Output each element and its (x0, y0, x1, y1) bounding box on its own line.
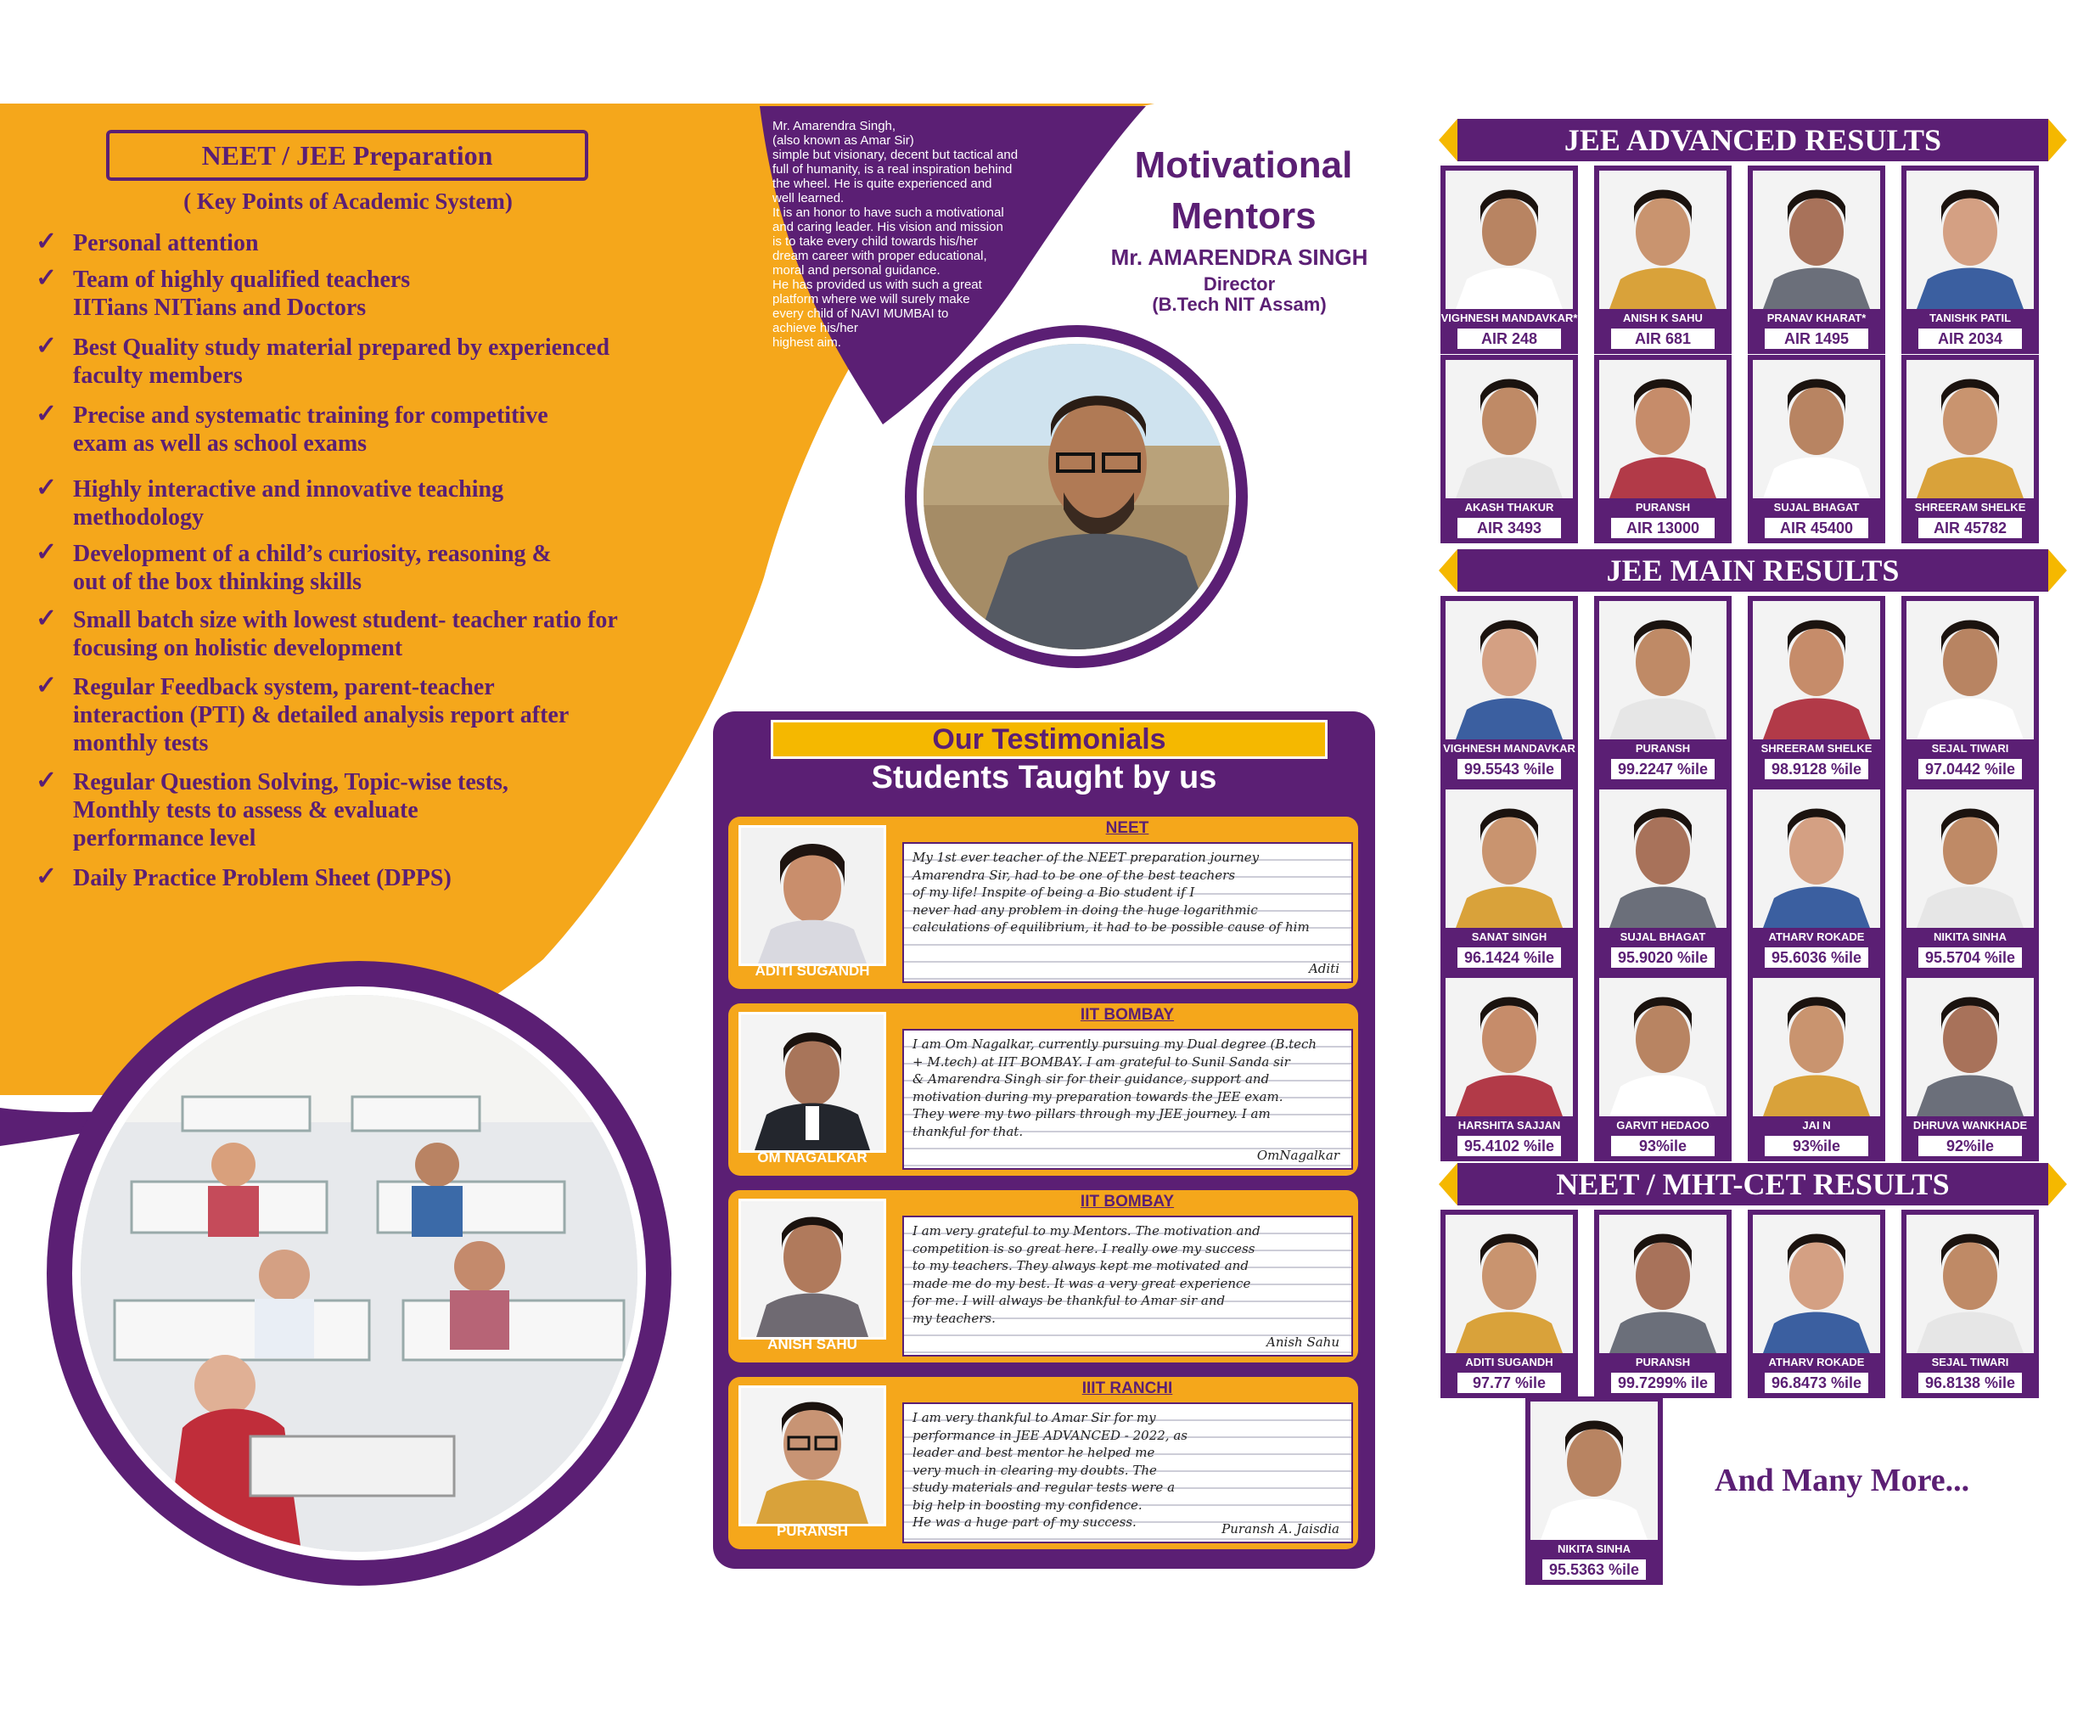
student-name: PURANSH (1635, 501, 1691, 514)
point-item: ✓ Regular Feedback system, parent-teacher interaction (PTI) & detailed analysis report after monthly tests (36, 671, 570, 756)
score-badge: AIR 681 (1611, 329, 1715, 349)
point-item: ✓ Team of highly qualified teachers IITians NITians and Doctors (36, 264, 411, 321)
student-photo (1599, 789, 1727, 928)
student-photo (1599, 978, 1727, 1116)
student-photo (738, 1012, 886, 1153)
score-badge: 95.5704 %ile (1918, 947, 2022, 968)
score-badge: 92%ile (1918, 1136, 2022, 1156)
student-photo (1446, 1215, 1573, 1353)
student-name: SANAT SINGH (1471, 930, 1547, 943)
score-badge: 98.9128 %ile (1765, 759, 1868, 779)
point-item: ✓ Daily Practice Problem Sheet (DPPS) (36, 862, 452, 891)
student-photo (1753, 360, 1880, 498)
student-name: GARVIT HEDAOO (1616, 1119, 1710, 1132)
result-card (1901, 973, 2039, 1161)
result-card (1440, 1210, 1578, 1398)
neet-banner: NEET / MHT-CET RESULTS (1439, 1163, 2067, 1205)
student-name: ADITI SUGANDH (1465, 1356, 1553, 1368)
student-photo (1753, 601, 1880, 739)
signature: OmNagalkar (1256, 1148, 1339, 1163)
score-badge: 96.1424 %ile (1457, 947, 1561, 968)
student-photo (1530, 1402, 1658, 1540)
handwritten-note: I am very grateful to my Mentors. The motivation and competition is so great here. I really owe my success to my teachers. They always kept me motivated and made me do my best. It was a very great experience for me. I will always be thankful to Amar sir and my teachers. Anish Sahu (902, 1216, 1353, 1357)
check-icon: ✓ (36, 228, 58, 256)
mentor-role: Director (1203, 273, 1276, 295)
point-item: ✓ Best Quality study material prepared by experienced faculty members (36, 332, 610, 389)
student-name: ATHARV ROKADE (1768, 1356, 1865, 1368)
result-card (1901, 355, 2039, 543)
student-photo (738, 825, 886, 966)
handwritten-note: I am very thankful to Amar Sir for my performance in JEE ADVANCED - 2022, as leader and best mentor he helped me very much in clearing my doubts. The study materials and regular tests were a big help in boosting my confidence. He was a huge part of my success. Puransh A. Jaisdia (902, 1402, 1353, 1543)
student-photo (1446, 789, 1573, 928)
student-photo (1753, 789, 1880, 928)
student-name: PURANSH (1635, 1356, 1691, 1368)
signature: Puransh A. Jaisdia (1221, 1521, 1339, 1537)
check-icon: ✓ (36, 862, 58, 890)
college-label: IIT BOMBAY (1080, 1006, 1175, 1024)
student-photo (1753, 1215, 1880, 1353)
student-name: DHRUVA WANKHADE (1912, 1119, 2028, 1132)
student-name: NIKITA SINHA (1934, 930, 2007, 943)
result-card (1440, 973, 1578, 1161)
result-card (1748, 166, 1885, 354)
point-item: ✓ Regular Question Solving, Topic-wise tests, Monthly tests to assess & evaluate performance level (36, 767, 508, 851)
student-name: PURANSH (1635, 742, 1691, 755)
check-icon: ✓ (36, 474, 58, 502)
result-card (1748, 596, 1885, 784)
point-item: ✓ Precise and systematic training for competitive exam as well as school exams (36, 400, 548, 457)
result-card (1901, 1210, 2039, 1398)
student-name: SEJAL TIWARI (1931, 742, 2009, 755)
result-card (1440, 355, 1578, 543)
student-photo (1753, 171, 1880, 309)
score-badge: 93%ile (1765, 1136, 1868, 1156)
jee-main-banner: JEE MAIN RESULTS (1439, 549, 2067, 592)
academic-subtitle: ( Key Points of Academic System) (183, 188, 513, 214)
check-icon: ✓ (36, 767, 58, 795)
student-name: OM NAGALKAR (757, 1149, 868, 1166)
score-badge: AIR 248 (1457, 329, 1561, 349)
result-card (1594, 355, 1732, 543)
score-badge: 95.5363 %ile (1542, 1559, 1646, 1580)
result-card (1901, 784, 2039, 973)
point-item: ✓ Highly interactive and innovative teaching methodology (36, 474, 504, 531)
mentor-name: Mr. AMARENDRA SINGH (1110, 244, 1368, 270)
academic-title: NEET / JEE Preparation (106, 130, 588, 181)
student-photo (738, 1199, 886, 1340)
score-badge: 97.77 %ile (1457, 1373, 1561, 1393)
student-photo (1906, 171, 2034, 309)
handwritten-note: I am Om Nagalkar, currently pursuing my Dual degree (B.tech + M.tech) at IIT BOMBAY. I am grateful to Sunil Sanda sir & Amarendra Singh sir for their guidance, support and motivation during my preparation towards the JEE exam. They were my two pillars through my JEE journey. I am thankful for that. OmNagalkar (902, 1029, 1353, 1170)
student-name: SHREERAM SHELKE (1914, 501, 2026, 514)
result-card (1594, 166, 1732, 354)
student-name: PRANAV KHARAT* (1766, 312, 1867, 324)
classroom-photo (81, 995, 637, 1552)
score-badge: 95.9020 %ile (1611, 947, 1715, 968)
student-photo (1906, 360, 2034, 498)
college-label: NEET (1105, 819, 1149, 837)
result-card (1748, 973, 1885, 1161)
jee-advanced-banner: JEE ADVANCED RESULTS (1439, 119, 2067, 161)
student-photo (1906, 789, 2034, 928)
student-name: ANISH K SAHU (1623, 312, 1703, 324)
student-photo (1446, 601, 1573, 739)
student-name: SEJAL TIWARI (1931, 1356, 2009, 1368)
student-name: TANISHK PATIL (1929, 312, 2012, 324)
point-item: ✓ Small batch size with lowest student- teacher ratio for focusing on holistic development (36, 604, 618, 661)
check-icon: ✓ (36, 604, 58, 632)
check-icon: ✓ (36, 671, 58, 699)
student-name: ANISH SAHU (767, 1336, 857, 1352)
student-photo (738, 1385, 886, 1526)
student-photo (1599, 171, 1727, 309)
testimonial-card (728, 1377, 1358, 1549)
score-badge: AIR 13000 (1611, 518, 1715, 538)
student-photo (1599, 1215, 1727, 1353)
result-card (1594, 784, 1732, 973)
score-badge: 93%ile (1611, 1136, 1715, 1156)
result-card (1525, 1396, 1663, 1585)
student-photo (1906, 978, 2034, 1116)
student-name: VIGHNESH MANDAVKAR (1443, 742, 1575, 755)
student-name: VIGHNESH MANDAVKAR* (1440, 312, 1578, 324)
point-item: ✓ Development of a child’s curiosity, reasoning & out of the box thinking skills (36, 538, 552, 595)
score-badge: 99.7299% ile (1611, 1373, 1715, 1393)
handwritten-note: My 1st ever teacher of the NEET preparation journey Amarendra Sir, had to be one of the best teachers of my life! Inspite of being a Bio student if I never had any problem in doing the huge logarithmic calculations of equilibrium, it had to be possible cause of him Aditi (902, 842, 1353, 983)
score-badge: 99.5543 %ile (1457, 759, 1561, 779)
student-photo (1599, 360, 1727, 498)
mentor-photo (924, 344, 1229, 649)
result-card (1594, 973, 1732, 1161)
check-icon: ✓ (36, 264, 58, 292)
check-icon: ✓ (36, 332, 58, 360)
check-icon: ✓ (36, 538, 58, 566)
student-name: ADITI SUGANDH (755, 963, 870, 979)
score-badge: 97.0442 %ile (1918, 759, 2022, 779)
student-name: HARSHITA SAJJAN (1457, 1119, 1561, 1132)
student-name: ATHARV ROKADE (1768, 930, 1865, 943)
testimonial-card (728, 1003, 1358, 1176)
result-card (1440, 166, 1578, 354)
student-photo (1446, 360, 1573, 498)
mentor-bio: Mr. Amarendra Singh, (also known as Amar Sir) simple but visionary, decent but tactical and full of humanity, is a real inspiration behind the wheel. He is quite experienced and well learned. It is an honor to have such a motivational and caring leader. His vision and mission is to take every child towards his/her dream career with proper educational, moral and personal guidance. He has provided us with such a great platform where we will surely make every child of NAVI MUMBAI to achieve his/her highest aim. (772, 119, 1019, 350)
student-name: SUJAL BHAGAT (1620, 930, 1706, 943)
student-name: NIKITA SINHA (1558, 1542, 1631, 1555)
score-badge: AIR 45400 (1765, 518, 1868, 538)
mentor-degree: (B.Tech NIT Assam) (1152, 294, 1327, 315)
student-photo (1906, 1215, 2034, 1353)
student-photo (1906, 601, 2034, 739)
result-card (1748, 784, 1885, 973)
score-badge: 95.6036 %ile (1765, 947, 1868, 968)
result-card (1748, 1210, 1885, 1398)
and-many-more: And Many More... (1715, 1463, 1970, 1498)
student-photo (1599, 601, 1727, 739)
score-badge: 99.2247 %ile (1611, 759, 1715, 779)
score-badge: AIR 45782 (1918, 518, 2022, 538)
student-name: AKASH THAKUR (1464, 501, 1554, 514)
college-label: IIT BOMBAY (1080, 1193, 1175, 1211)
student-photo (1446, 171, 1573, 309)
result-card (1440, 596, 1578, 784)
testimonial-card (728, 1190, 1358, 1362)
student-name: JAI N (1802, 1119, 1831, 1132)
student-photo (1446, 978, 1573, 1116)
testimonials-subtitle: Students Taught by us (871, 760, 1217, 795)
score-badge: AIR 2034 (1918, 329, 2022, 349)
result-card (1594, 596, 1732, 784)
student-name: SHREERAM SHELKE (1760, 742, 1873, 755)
check-icon: ✓ (36, 400, 58, 428)
signature: Anish Sahu (1266, 1334, 1339, 1350)
college-label: IIIT RANCHI (1081, 1379, 1173, 1397)
result-card (1440, 784, 1578, 973)
result-card (1901, 166, 2039, 354)
testimonials-title: Our Testimonials (771, 720, 1328, 759)
signature: Aditi (1308, 961, 1339, 976)
student-name: PURANSH (776, 1523, 849, 1539)
result-card (1748, 355, 1885, 543)
score-badge: 95.4102 %ile (1457, 1136, 1561, 1156)
score-badge: 96.8138 %ile (1918, 1373, 2022, 1393)
point-item: ✓ Personal attention (36, 228, 259, 256)
mentor-heading: Motivational Mentors (1134, 144, 1353, 237)
score-badge: AIR 3493 (1457, 518, 1561, 538)
result-card (1594, 1210, 1732, 1398)
testimonial-card (728, 817, 1358, 989)
student-name: SUJAL BHAGAT (1773, 501, 1860, 514)
score-badge: 96.8473 %ile (1765, 1373, 1868, 1393)
score-badge: AIR 1495 (1765, 329, 1868, 349)
result-card (1901, 596, 2039, 784)
student-photo (1753, 978, 1880, 1116)
